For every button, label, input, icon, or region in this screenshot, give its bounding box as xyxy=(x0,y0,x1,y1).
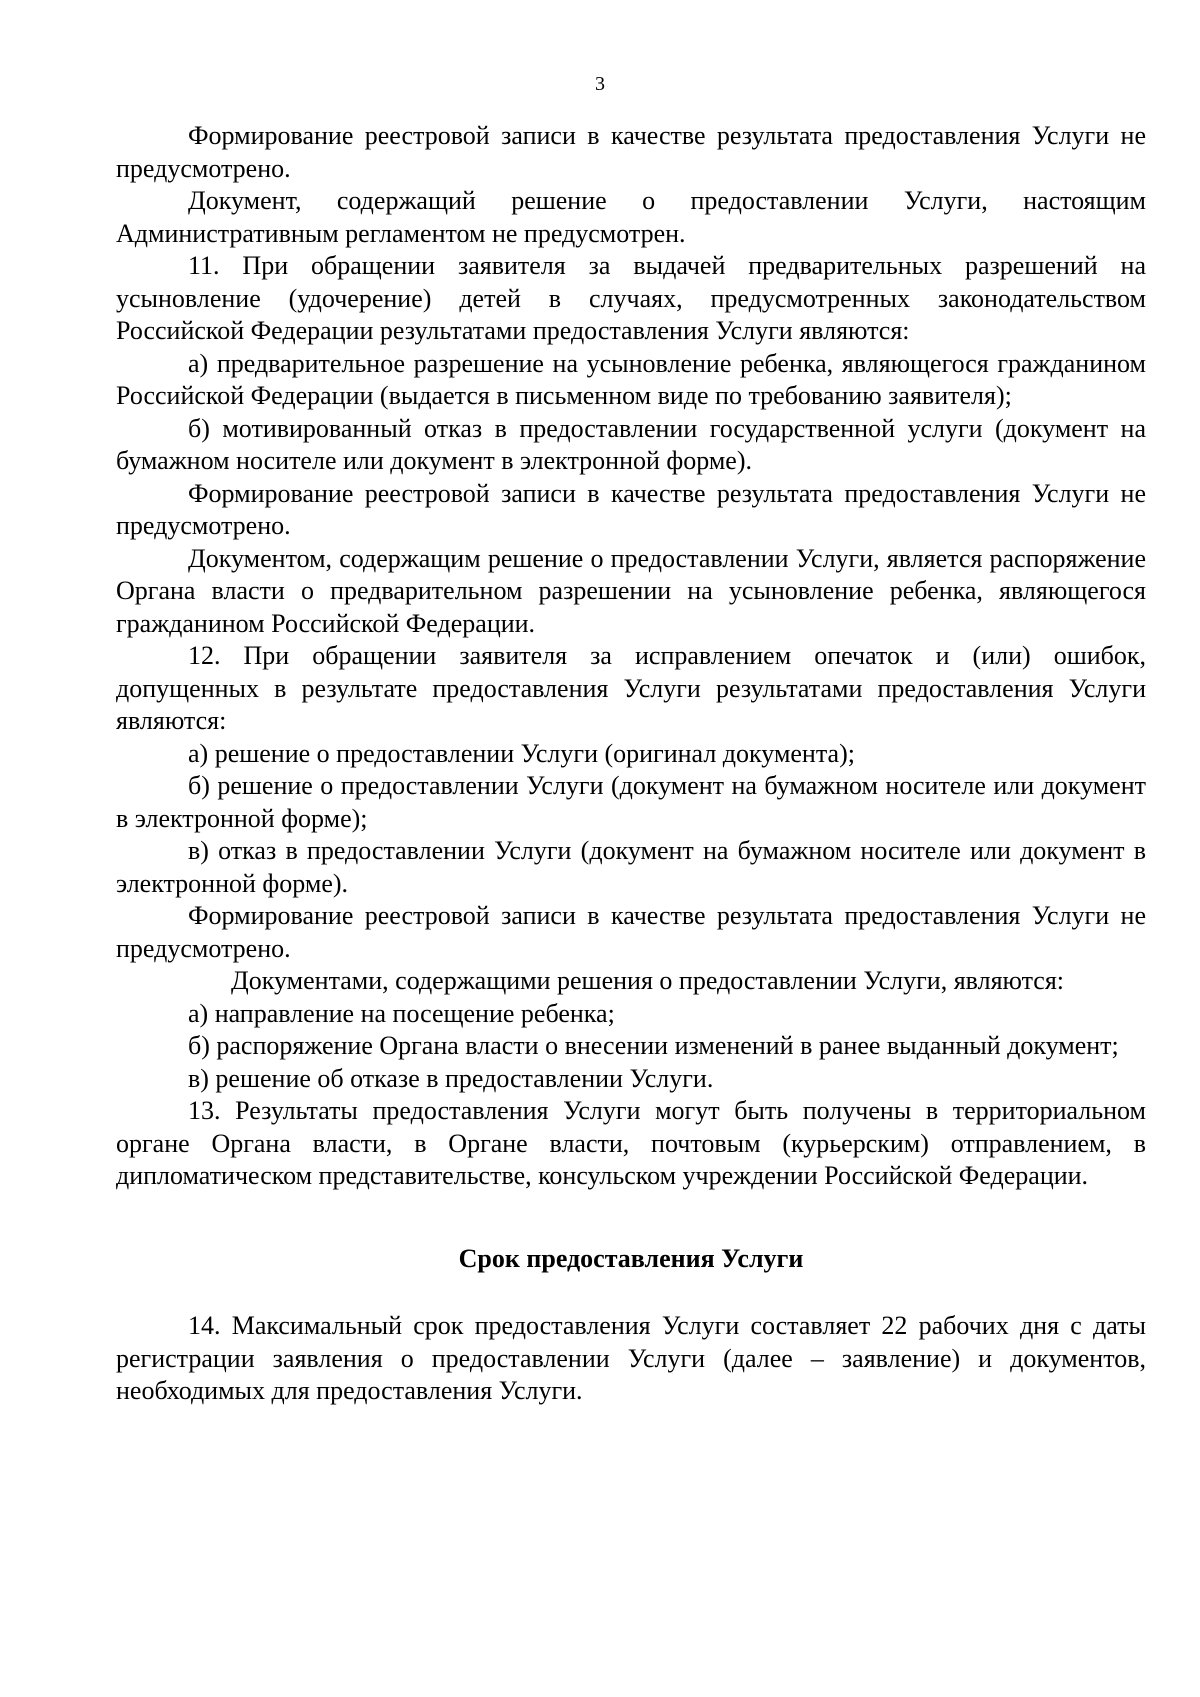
list-item: б) решение о предоставлении Услуги (документ на бумажном носителе или документ в электронной форме); xyxy=(116,771,1146,833)
paragraph: Формирование реестровой записи в качестве результата предоставления Услуги не предусмотрено. xyxy=(116,478,1146,540)
list-item: б) мотивированный отказ в предоставлении государственной услуги (документ на бумажном носителе или документ в электронной форме). xyxy=(116,413,1146,475)
paragraph-item-14: 14. Максимальный срок предоставления Услуги составляет 22 рабочих дня с даты регистрации заявления о предоставлении Услуги (далее – заявление) и документов, необходимых для предоставления Услуги. xyxy=(116,1311,1146,1405)
list-item: а) предварительное разрешение на усыновление ребенка, являющегося гражданином Российской Федерации (выдается в письменном виде по требованию заявителя); xyxy=(116,348,1146,410)
paragraph-item-11: 11. При обращении заявителя за выдачей предварительных разрешений на усыновление (удочерение) детей в случаях, предусмотренных законодательством Российской Федерации результатами предоставления Услуги являются: xyxy=(116,251,1146,345)
list-item: а) решение о предоставлении Услуги (оригинал документа); xyxy=(188,738,855,768)
list-item: в) решение об отказе в предоставлении Услуги. xyxy=(188,1063,714,1093)
list-item: в) отказ в предоставлении Услуги (документ на бумажном носителе или документ в электронной форме). xyxy=(116,836,1146,898)
paragraph-item-12: 12. При обращении заявителя за исправлением опечаток и (или) ошибок, допущенных в результате предоставления Услуги результатами предоставления Услуги являются: xyxy=(116,641,1146,735)
paragraph: Формирование реестровой записи в качестве результата предоставления Услуги не предусмотрено. xyxy=(116,901,1146,963)
paragraph: Документом, содержащим решение о предоставлении Услуги, является распоряжение Органа власти о предварительном разрешении на усыновление ребенка, являющегося гражданином Российской Федерации. xyxy=(116,543,1146,638)
list-item: а) направление на посещение ребенка; xyxy=(188,998,615,1028)
list-item: б) распоряжение Органа власти о внесении изменений в ранее выданный документ; xyxy=(188,1031,1119,1060)
document-body xyxy=(116,120,1146,1408)
paragraph: Формирование реестровой записи в качестве результата предоставления Услуги не предусмотрено. xyxy=(116,121,1146,183)
paragraph: Документами, содержащими решения о предоставлении Услуги, являются: xyxy=(231,966,1065,995)
paragraph-item-13: 13. Результаты предоставления Услуги могут быть получены в территориальном органе Органа власти, в Органе власти, почтовым (курьерским) отправлением, в дипломатическом представительстве, консульском учреждении Российской Федерации. xyxy=(116,1096,1146,1190)
page-number: 3 xyxy=(595,73,605,95)
paragraph: Документ, содержащий решение о предоставлении Услуги, настоящим Административным регламентом не предусмотрен. xyxy=(116,186,1146,248)
section-heading: Срок предоставления Услуги xyxy=(458,1243,804,1273)
